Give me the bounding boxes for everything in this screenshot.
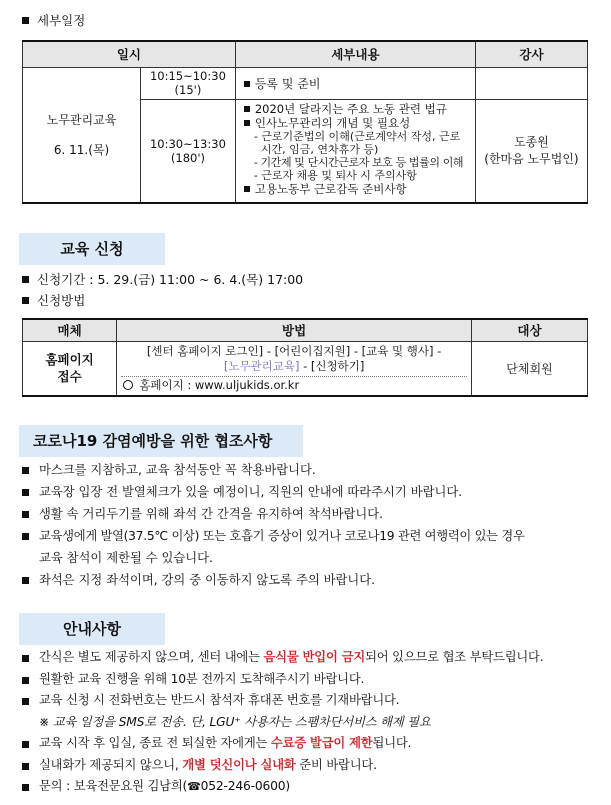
apply-section-title: 교육 신청 [19, 233, 165, 265]
instructor-cell: 도종원 (한마음 노무법인) [475, 99, 587, 203]
col-datetime: 일시 [23, 41, 236, 67]
slot1-content: 등록 및 준비 [235, 67, 475, 99]
method-cell: [센터 홈페이지 로그인] - [어린이집지원] - [교육 및 행사] - [노무관리교육] - [신청하기] 홈페이지 : www.uljukids.or.kr [117, 341, 472, 396]
col-media: 매체 [23, 319, 117, 341]
notice-item-2: 원활한 교육 진행을 위해 10분 전까지 도착해주시기 바랍니다. [22, 669, 607, 691]
slot2-item-3: 고용노동부 근로감독 준비사항 [244, 182, 471, 196]
homepage-url: 홈페이지 : www.uljukids.or.kr [139, 377, 300, 392]
corona-item-5: 좌석은 지정 좌석이며, 강의 중 이동하지 않도록 주의 바랍니다. [22, 569, 607, 591]
slot2-item-2: 인사노무관리의 개념 및 필요성 [244, 116, 471, 130]
corona-item-4: 교육생에게 발열(37.5℃ 이상) 또는 호흡기 증상이 있거나 코로나19 관련 여행력이 있는 경우 [22, 525, 607, 547]
corona-item-3: 생활 속 거리두기를 위해 좌석 간 간격을 유지하여 착석바랍니다. [22, 503, 607, 525]
schedule-heading: 세부일정 [22, 12, 85, 30]
corona-section-title: 코로나19 감염예방을 위한 협조사항 [19, 425, 303, 457]
course-cell [23, 67, 141, 203]
corona-list [22, 459, 607, 591]
corona-item-2: 교육장 입장 전 발열체크가 있을 예정이니, 직원의 안내에 따라주시기 바랍니다. [22, 481, 607, 503]
notice-item-1: 간식은 별도 제공하지 않으며, 센터 내에는 음식물 반입이 금지되어 있으므로 협조 부탁드립니다. [22, 647, 607, 669]
media-cell: 홈페이지 접수 [23, 341, 117, 396]
col-target: 대상 [471, 319, 587, 341]
corona-item-4-cont: 교육 참석이 제한될 수 있습니다. [39, 551, 213, 565]
notice-item-6: 문의 : 보육전문요원 김남희(☎052-246-0600) [22, 776, 607, 798]
notice-item-3-note: ※ 교육 일정을 SMS로 전송. 단, LGU⁺ 사용자는 스팸차단서비스 해제 필요 [39, 714, 431, 729]
slot2-item-1: 2020년 달라지는 주요 노동 관련 법규 [244, 102, 471, 116]
notice-section-title: 안내사항 [19, 613, 165, 645]
notice-item-5: 실내화가 제공되지 않으니, 개별 덧신이나 실내화 준비 바랍니다. [22, 755, 607, 777]
notice-list [22, 647, 607, 798]
slot2-time: 10:30~13:30 (180') [141, 99, 236, 203]
apply-period: 신청기간 : 5. 29.(금) 11:00 ~ 6. 4.(목) 17:00 [22, 271, 303, 289]
slot2-content [235, 99, 475, 203]
circle-bullet-icon [123, 380, 133, 390]
notice-item-3: 교육 신청 시 전화번호는 반드시 참석자 휴대폰 번호를 기재바랍니다. [22, 690, 607, 712]
target-cell: 단체회원 [471, 341, 587, 396]
col-method: 방법 [117, 319, 472, 341]
course-name: 노무관리교육 [46, 112, 117, 127]
col-instructor: 강사 [475, 41, 587, 67]
phone-icon: ☎ [187, 780, 201, 793]
slot1-instructor [475, 67, 587, 99]
apply-method-label: 신청방법 [22, 292, 85, 310]
corona-item-1: 마스크를 지참하고, 교육 참석동안 꼭 착용바랍니다. [22, 459, 607, 481]
slot1-time: 10:15~10:30 (15') [141, 67, 236, 99]
apply-table [22, 318, 588, 397]
schedule-table [22, 40, 588, 204]
notice-item-4: 교육 시작 후 입실, 종료 전 퇴실한 자에게는 수료증 발급이 제한됩니다. [22, 733, 607, 755]
course-date: 6. 11.(목) [53, 142, 110, 157]
col-content: 세부내용 [235, 41, 475, 67]
slot2-sub-4: - 근로자 채용 및 퇴사 시 주의사항 [253, 168, 417, 182]
slot2-sub-3: - 기간제 및 단시간근로자 보호 등 법률의 이해 [253, 155, 464, 169]
slot2-sub-1: - 근로기준법의 이해(근로계약서 작성, 근로 [253, 129, 461, 143]
method-highlight: [노무관리교육] [223, 358, 300, 373]
slot2-sub-2: 시간, 임금, 연차휴가 등) [253, 142, 379, 156]
